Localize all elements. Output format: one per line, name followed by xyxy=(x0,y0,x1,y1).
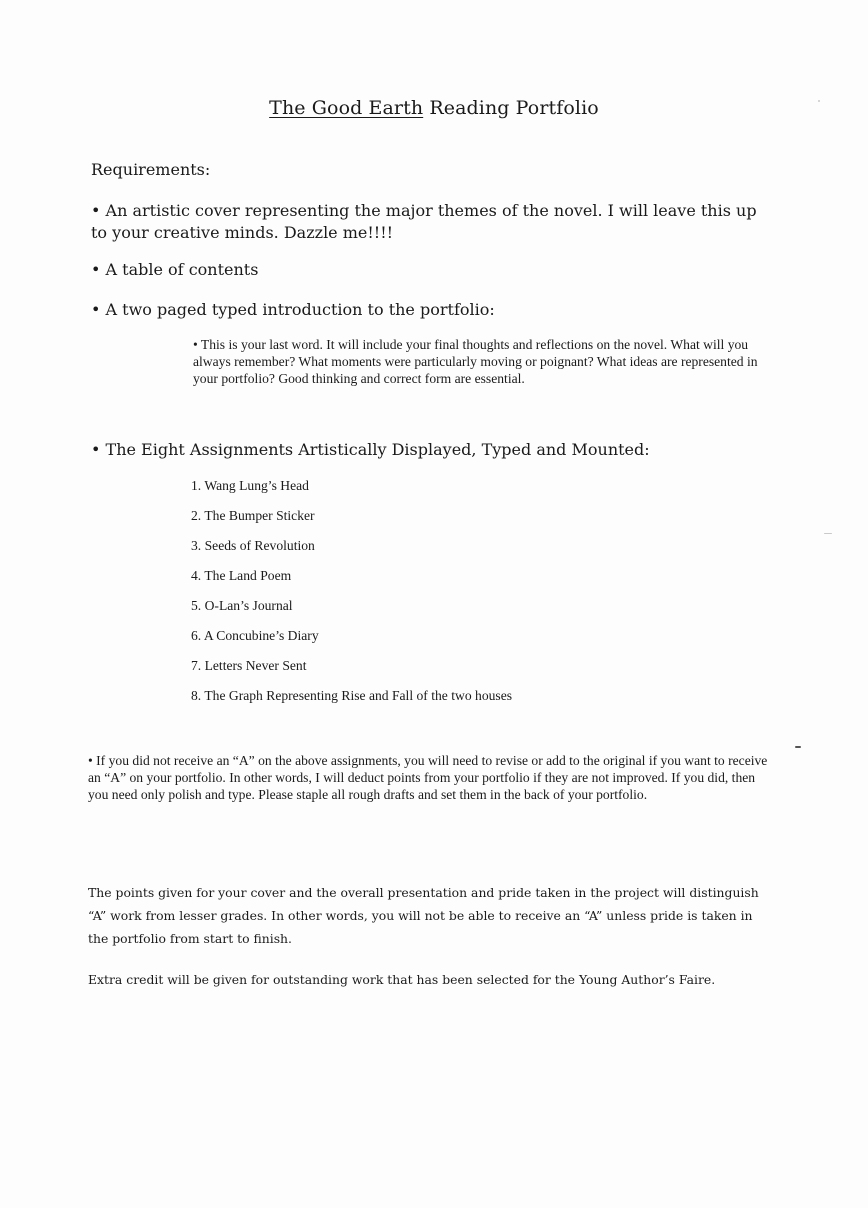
scan-speck xyxy=(795,746,801,748)
points-paragraph: The points given for your cover and the overall presentation and pride taken in the project will distinguish “A” work from lesser grades. In other words, you will not be able to receive an “A” unless pride is taken in the portfolio from start to finish. xyxy=(88,885,759,946)
revision-note: • If you did not receive an “A” on the above assignments, you will need to revise or add to the original if you want to receive an “A” on your portfolio. In other words, I will deduct points from your portfolio if they are not improved. If you did, then you need only polish and type. Please staple all rough drafts and set them in the back of your portfolio. xyxy=(88,753,768,802)
extra-credit-paragraph: Extra credit will be given for outstanding work that has been selected for the Young Author’s Faire. xyxy=(88,972,716,987)
requirement-cover: • An artistic cover representing the major themes of the novel. I will leave this up to your creative minds. Dazzle me!!!! xyxy=(91,201,757,242)
requirement-introduction: • A two paged typed introduction to the portfolio: xyxy=(91,300,495,319)
assignments-heading: • The Eight Assignments Artistically Displayed, Typed and Mounted: xyxy=(91,440,650,459)
page-title xyxy=(0,97,868,119)
list-item: 7. Letters Never Sent xyxy=(191,658,307,673)
list-item: 2. The Bumper Sticker xyxy=(191,508,315,523)
list-item: 4. The Land Poem xyxy=(191,568,292,583)
list-item: 6. A Concubine’s Diary xyxy=(191,628,319,643)
introduction-detail: • This is your last word. It will include your final thoughts and reflections on the novel. What will you always remember? What moments were particularly moving or poignant? What ideas are represented in your portfolio? Good thinking and correct form are essential. xyxy=(193,337,758,386)
assignments-list xyxy=(191,476,512,716)
requirements-heading: Requirements: xyxy=(91,160,211,179)
list-item: 8. The Graph Representing Rise and Fall of the two houses xyxy=(191,688,513,703)
list-item: 3. Seeds of Revolution xyxy=(191,538,315,553)
requirement-table-of-contents: • A table of contents xyxy=(91,260,259,279)
scan-speck xyxy=(824,533,832,534)
title-rest: Reading Portfolio xyxy=(423,97,599,119)
scan-speck xyxy=(818,100,820,102)
title-underlined: The Good Earth xyxy=(269,97,424,119)
list-item: 1. Wang Lung’s Head xyxy=(191,478,309,493)
list-item: 5. O-Lan’s Journal xyxy=(191,598,293,613)
